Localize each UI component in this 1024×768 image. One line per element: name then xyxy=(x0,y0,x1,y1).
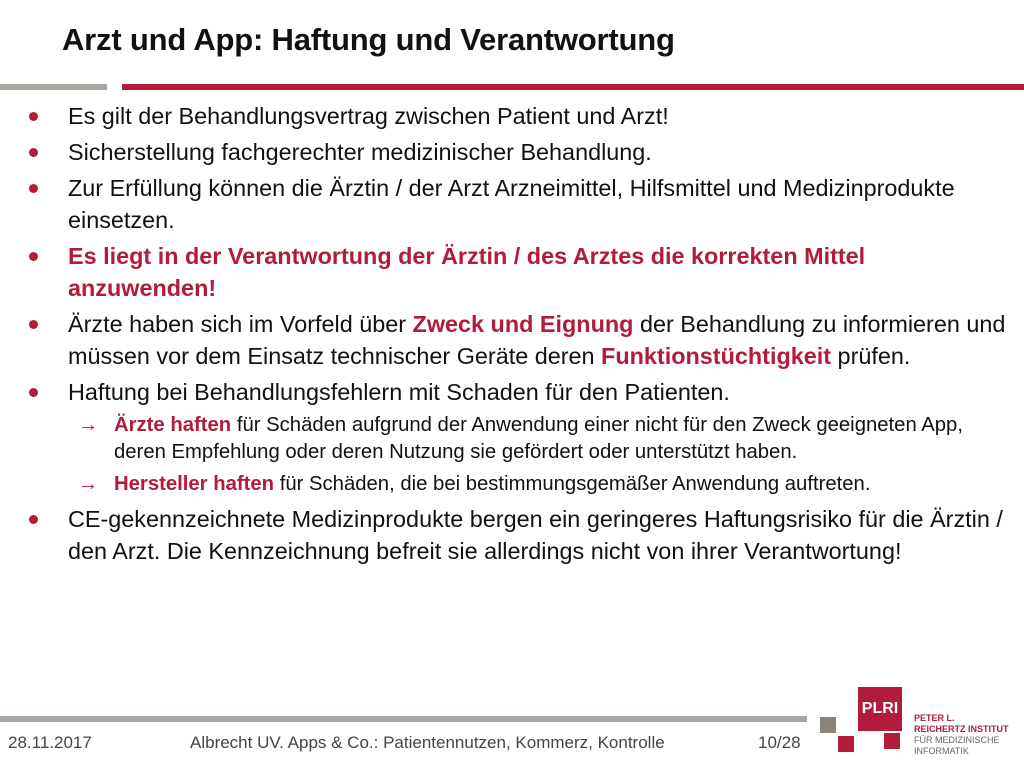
bullet-text: Zur Erfüllung können die Ärztin / der Arzt Arzneimittel, Hilfsmittel und Medizinprodukte einsetzen. xyxy=(68,175,955,233)
institute-line: FÜR MEDIZINISCHE xyxy=(914,735,1000,745)
bullet-item xyxy=(26,100,1006,132)
bullet-dot-icon xyxy=(29,388,38,397)
sub-bullet-item xyxy=(68,412,1006,466)
sub-bullet-item xyxy=(68,471,1006,498)
bullet-item xyxy=(26,376,1006,498)
slide-content xyxy=(26,100,1006,571)
sub-bullet-text: für Schäden aufgrund der Anwendung einer nicht für den Zweck geeigneten App, deren Empfehlung oder deren Nutzung sie gefördert oder unterstützt haben. xyxy=(114,414,963,463)
logo-square-icon xyxy=(838,736,854,752)
logo-square-icon xyxy=(820,717,836,733)
page-number: 10/28 xyxy=(758,733,801,752)
sub-bullet-text: für Schäden, die bei bestimmungsgemäßer Anwendung auftreten. xyxy=(274,473,871,495)
bullet-text: prüfen. xyxy=(831,343,911,369)
title-rule-gray xyxy=(0,84,107,90)
page-title: Arzt und App: Haftung und Verantwortung xyxy=(62,22,675,57)
bullet-text: Es gilt der Behandlungsvertrag zwischen Patient und Arzt! xyxy=(68,103,669,129)
arrow-right-icon: → xyxy=(78,473,98,495)
emphasis-text: Ärzte haften xyxy=(114,414,232,436)
sub-bullet-list xyxy=(68,412,1006,498)
emphasis-text: Funktionstüchtigkeit xyxy=(601,343,832,369)
bullet-text: Sicherstellung fachgerechter medizinischer Behandlung. xyxy=(68,139,652,165)
bullet-item xyxy=(26,172,1006,236)
bullet-text: Ärzte haben sich im Vorfeld über xyxy=(68,311,413,337)
bullet-item xyxy=(26,503,1006,567)
title-rule-red xyxy=(122,84,1024,90)
bullet-text: der Behandlung zu informieren und müssen vor dem Einsatz technischer Geräte deren xyxy=(68,311,1006,369)
bullet-item xyxy=(26,240,1006,304)
bullet-item xyxy=(26,308,1006,372)
emphasis-text: Zweck und Eignung xyxy=(412,311,634,337)
bullet-text: CE-gekennzeichnete Medizinprodukte bergen ein geringeres Haftungsrisiko für die Ärztin / den Arzt. Die Kennzeichnung befreit sie allerdings nicht von ihrer Verantwortung! xyxy=(68,506,1003,564)
institute-line: PETER L. xyxy=(914,713,955,723)
institute-line: INFORMATIK xyxy=(914,746,969,756)
bullet-text-highlight: Es liegt in der Verantwortung der Ärztin / des Arztes die korrekten Mittel anzuwenden! xyxy=(68,243,866,301)
bullet-dot-icon xyxy=(29,148,38,157)
bullet-dot-icon xyxy=(29,112,38,121)
institute-line: REICHERTZ INSTITUT xyxy=(914,724,1009,734)
bullet-dot-icon xyxy=(29,515,38,524)
footer-rule xyxy=(0,716,807,722)
bullet-dot-icon xyxy=(29,252,38,261)
plri-logo: PLRI xyxy=(858,687,902,731)
bullet-text: Haftung bei Behandlungsfehlern mit Schaden für den Patienten. xyxy=(68,379,730,405)
footer-text: Albrecht UV. Apps & Co.: Patientennutzen, Kommerz, Kontrolle xyxy=(190,733,665,752)
logo-square-icon xyxy=(884,733,900,749)
emphasis-text: Hersteller haften xyxy=(114,473,275,495)
bullet-item xyxy=(26,136,1006,168)
institute-name xyxy=(914,713,1009,757)
bullet-dot-icon xyxy=(29,320,38,329)
bullet-list xyxy=(26,100,1006,567)
footer-date: 28.11.2017 xyxy=(8,733,92,752)
arrow-right-icon: → xyxy=(78,414,98,436)
bullet-dot-icon xyxy=(29,184,38,193)
